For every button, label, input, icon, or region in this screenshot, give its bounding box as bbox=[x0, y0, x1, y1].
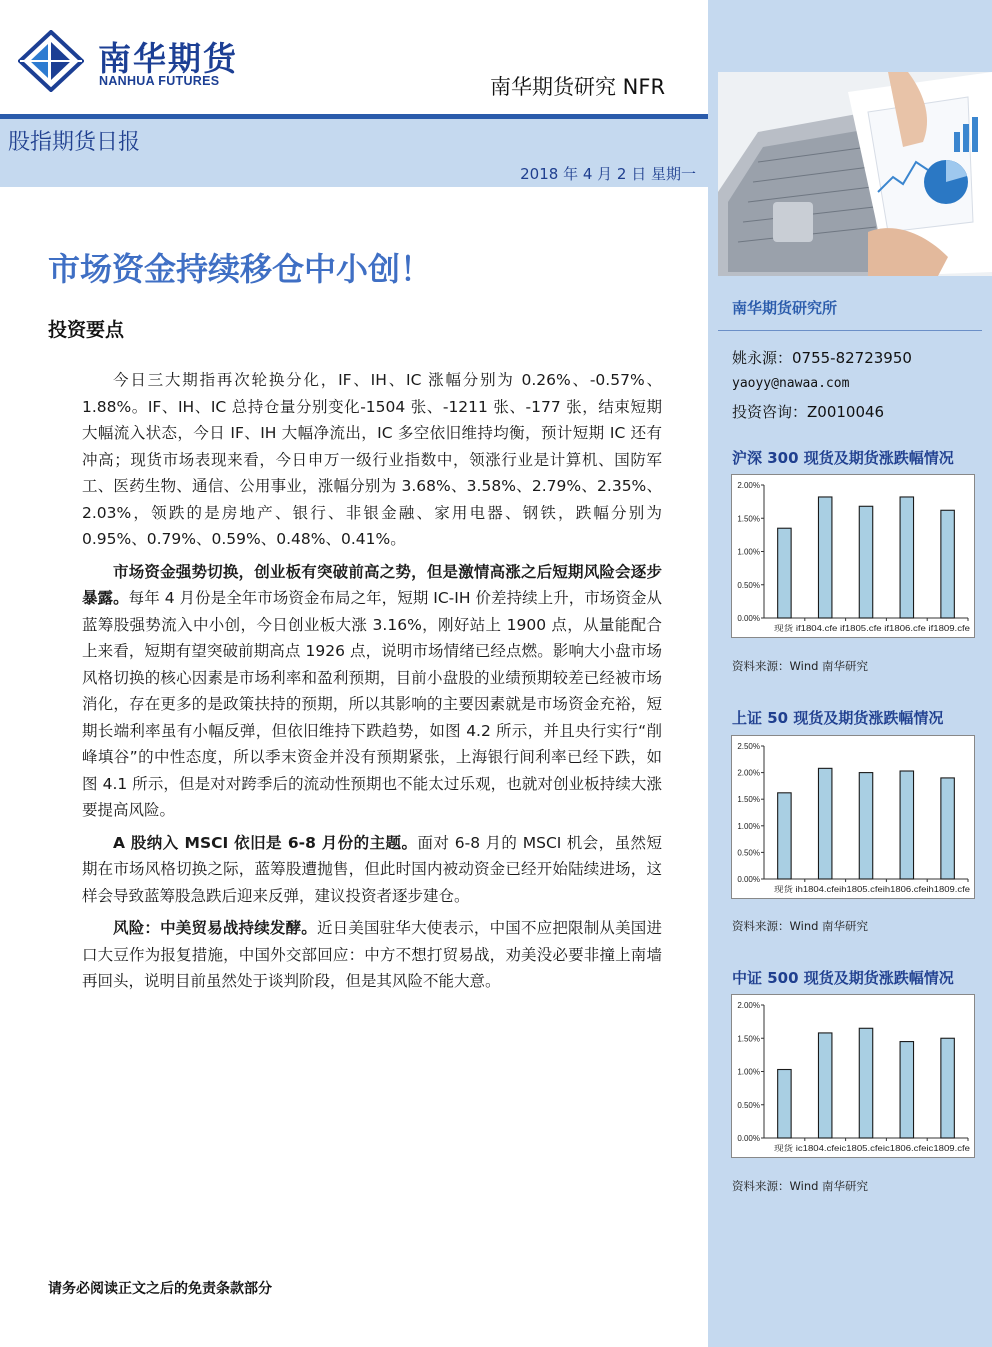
bar-现货 bbox=[778, 793, 791, 879]
y-tick-label: 0.00% bbox=[737, 614, 760, 623]
paragraph-4 bbox=[82, 915, 662, 995]
date-band bbox=[0, 159, 708, 187]
y-tick-label: 2.50% bbox=[737, 742, 760, 751]
paragraph-3-lead: A 股纳入 MSCI 依旧是 6-8 月份的主题。 bbox=[113, 833, 418, 852]
bar-ih1809.cfe bbox=[941, 778, 954, 879]
chart-2-title: 上证 50 现货及期货涨跌幅情况 bbox=[732, 709, 944, 727]
chart-3-source: 资料来源：Wind 南华研究 bbox=[732, 1179, 869, 1193]
paragraph-4-text: 近日美国驻华大使表示，中国不应把限制从美国进口大豆作为报复措施，中国外交部回应：中方不想打贸易战，劝美没必要非撞上南墙再回头，说明目前虽然处于谈判阶段，但是其风险不能大意。 bbox=[82, 919, 662, 990]
bar-ic1805.cfe bbox=[859, 1028, 872, 1138]
paragraph-1 bbox=[82, 367, 662, 553]
bar-ic1804.cfe bbox=[818, 1033, 831, 1138]
y-tick-label: 1.50% bbox=[737, 795, 760, 805]
chart-1-svg bbox=[732, 475, 974, 637]
chart-2-source: 资料来源：Wind 南华研究 bbox=[732, 919, 869, 933]
y-tick-label: 0.50% bbox=[737, 580, 760, 590]
section-heading: 投资要点 bbox=[48, 319, 125, 341]
y-tick-label: 0.00% bbox=[737, 875, 760, 884]
chart-2-svg bbox=[732, 736, 974, 898]
bar-现货 bbox=[778, 1070, 791, 1138]
chart-1 bbox=[731, 474, 975, 638]
y-tick-label: 2.00% bbox=[737, 768, 760, 778]
report-headline: 市场资金持续移仓中小创！ bbox=[48, 250, 433, 288]
bar-if1804.cfe bbox=[818, 497, 831, 618]
paragraph-2-text: 每年 4 月份是全年市场资金布局之年，短期 IC-IH 价差持续上升，市场资金从蓝筹股强势流入中小创，今日创业板大涨 3.16%，刚好站上 1900 点，从量能配合上来看，短期有望突破前期高点 1926 点，说明市场情绪已经点燃。影响大小盘市场风格切换的核心因素是市场利率和盈利预期，目前小盘股的业绩预期较差已经被市场消化，存在更多的是政策扶持的预期，所以其影响的主要因素就是市场资金充裕，短期长端利率虽有小幅反弹，但依旧维持下跌趋势，如图 4.2 所示，并且央行实行“削峰填谷”的中性态度，所以季末资金并没有预期紧张，上海银行间利率已经下跌，如图 4.1 所示，但是对对跨季后的流动性预期也不能太过乐观，也就对创业板持续大涨要提高风险。 bbox=[82, 589, 662, 819]
report-date: 2018 年 4 月 2 日 星期一 bbox=[520, 165, 696, 183]
chart-1-source: 资料来源：Wind 南华研究 bbox=[732, 659, 869, 673]
x-category-labels: 现货 ih1804.cfeih1805.cfeih1806.cfeih1809.cfe bbox=[774, 885, 940, 894]
bar-if1806.cfe bbox=[900, 497, 913, 618]
report-type: 股指期货日报 bbox=[8, 130, 141, 155]
y-tick-label: 2.00% bbox=[737, 481, 760, 490]
nanhua-logo bbox=[18, 30, 268, 92]
analyst-email: yaoyy@nawaa.com bbox=[732, 376, 850, 391]
y-tick-label: 1.50% bbox=[737, 514, 760, 524]
y-tick-label: 1.50% bbox=[737, 1034, 760, 1044]
chart-3-title: 中证 500 现货及期货涨跌幅情况 bbox=[732, 969, 954, 987]
chart-3 bbox=[731, 994, 975, 1158]
paragraph-2-lead: 市场资金强势切换，创业板有突破前高之势，但是激情高涨之后短期风险会逐步暴露。 bbox=[82, 562, 662, 607]
paragraph-3-text: 面对 6-8 月的 MSCI 机会，虽然短期在市场风格切换之际，蓝筹股遭抛售，但此时国内被动资金已经开始陆续进场，这样会导致蓝筹股急跌后迎来反弹，建议投资者逐步建仓。 bbox=[82, 833, 662, 905]
report-type-band bbox=[0, 119, 708, 159]
report-body bbox=[82, 367, 662, 1001]
logo-english-name: NANHUA FUTURES bbox=[99, 74, 220, 88]
bar-现货 bbox=[778, 528, 791, 618]
paragraph-4-lead: 风险：中美贸易战持续发酵。 bbox=[113, 919, 317, 937]
series-title: 南华期货研究 NFR bbox=[490, 75, 666, 99]
chart-2 bbox=[731, 735, 975, 899]
institute-name: 南华期货研究所 bbox=[732, 299, 838, 317]
bar-ic1809.cfe bbox=[941, 1038, 954, 1138]
disclaimer-note: 请务必阅读正文之后的免责条款部分 bbox=[48, 1281, 272, 1297]
y-tick-label: 0.50% bbox=[737, 1100, 760, 1110]
paragraph-1-text: 今日三大期指再次轮换分化，IF、IH、IC 涨幅分别为 0.26%、-0.57%、1.88%。IF、IH、IC 总持仓量分别变化-1504 张、-1211 张、-177 张，结束短期大幅流入状态，今日 IF、IH 大幅净流出，IC 多空依旧维持均衡，预计短期 IC 还有冲高；现货市场表现来看，今日申万一级行业指数中，领涨行业是计算机、国防军工、医药生物、通信、公用事业，涨幅分别为 3.68%、3.58%、2.79%、2.35%、2.03%，领跌的是房地产、银行、非银金融、家用电器、钢铁，跌幅分别为 0.95%、0.79%、0.59%、0.48%、0.41%。 bbox=[82, 371, 662, 548]
nanhua-logo-mark-icon bbox=[18, 30, 84, 92]
analyst-license: 投资咨询：Z0010046 bbox=[732, 403, 885, 421]
chart-3-svg bbox=[732, 995, 974, 1157]
paragraph-3 bbox=[82, 830, 662, 910]
y-tick-label: 2.00% bbox=[737, 1001, 760, 1010]
chart-1-title: 沪深 300 现货及期货涨跌幅情况 bbox=[732, 449, 954, 467]
hero-image bbox=[718, 72, 992, 276]
analyst-contact: 姚永源：0755-82723950 bbox=[732, 349, 912, 367]
logo-chinese-name: 南华期货 bbox=[98, 39, 238, 78]
bar-ih1806.cfe bbox=[900, 771, 913, 879]
paragraph-2 bbox=[82, 559, 662, 824]
x-category-labels: 现货 ic1804.cfeic1805.cfeic1806.cfeic1809.cfe bbox=[774, 1144, 939, 1153]
bar-ic1806.cfe bbox=[900, 1042, 913, 1138]
bar-if1809.cfe bbox=[941, 510, 954, 618]
y-tick-label: 1.00% bbox=[737, 821, 760, 831]
laptop-chart-illustration-icon bbox=[718, 72, 992, 276]
y-tick-label: 0.50% bbox=[737, 848, 760, 858]
institute-divider bbox=[718, 330, 982, 331]
bar-ih1805.cfe bbox=[859, 773, 872, 879]
y-tick-label: 1.00% bbox=[737, 547, 760, 557]
y-tick-label: 1.00% bbox=[737, 1067, 760, 1077]
y-tick-label: 0.00% bbox=[737, 1134, 760, 1143]
bar-if1805.cfe bbox=[859, 506, 872, 618]
bar-ih1804.cfe bbox=[818, 768, 831, 879]
x-category-labels: 现货 if1804.cfe if1805.cfe if1806.cfe if1809.cfe bbox=[774, 624, 938, 633]
